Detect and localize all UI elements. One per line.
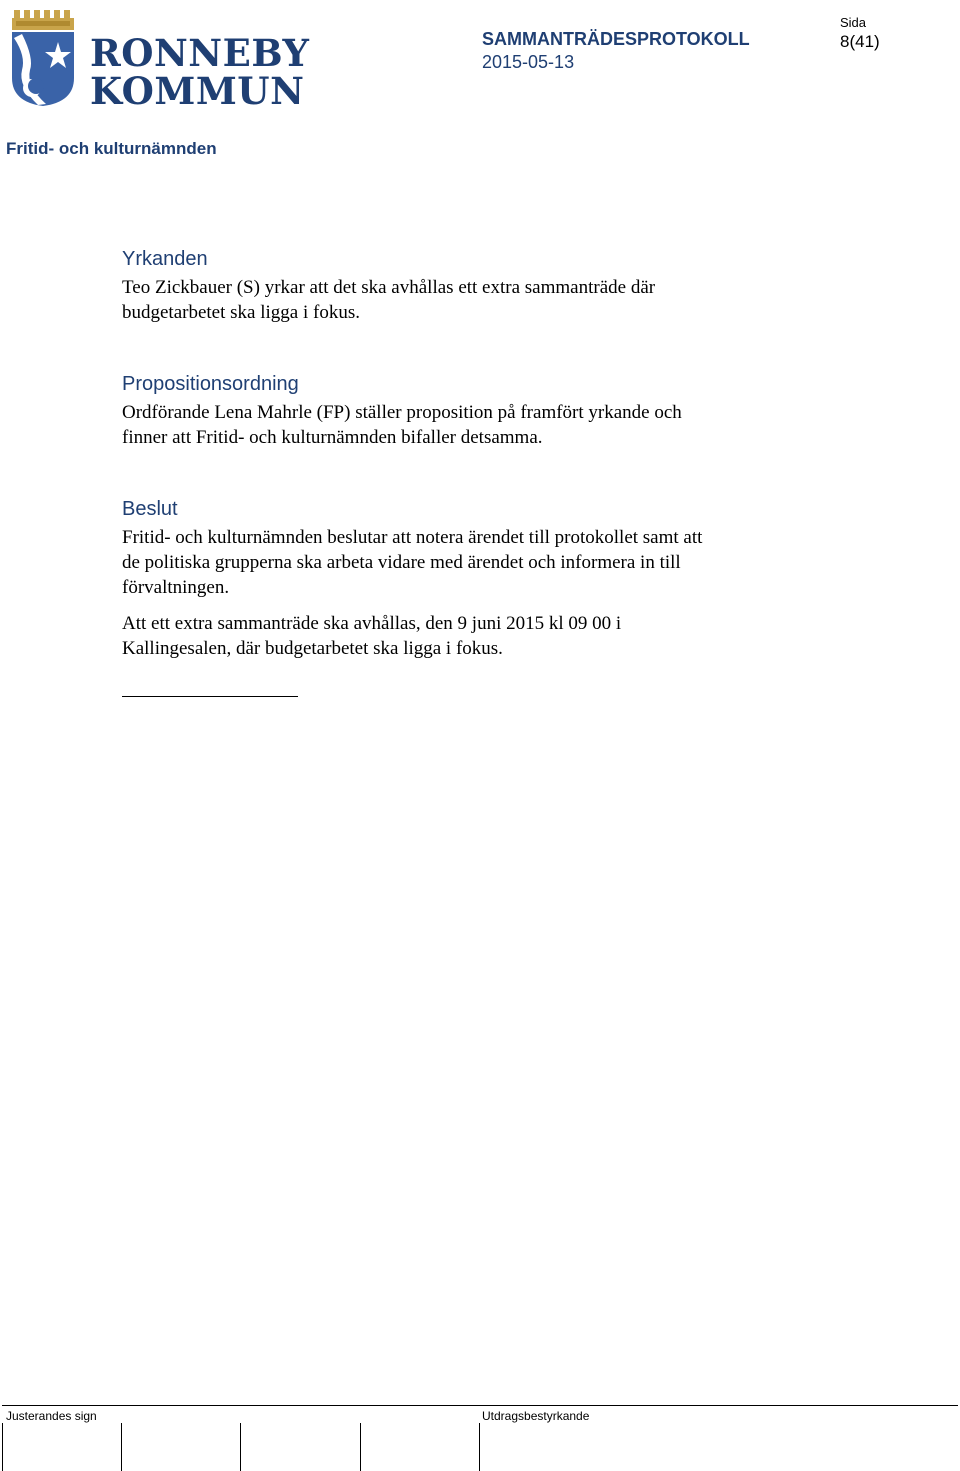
document-title: SAMMANTRÄDESPROTOKOLL xyxy=(482,29,750,49)
signature-divider xyxy=(479,1423,480,1471)
heading-propositionsordning: Propositionsordning xyxy=(122,373,299,395)
text-line: Fritid- och kulturnämnden beslutar att notera ärendet till protokollet samt att xyxy=(122,527,703,548)
committee-name: Fritid- och kulturnämnden xyxy=(6,139,217,158)
paragraph-beslut-1 xyxy=(122,525,822,600)
justerandes-sign-label: Justerandes sign xyxy=(6,1409,97,1423)
page-label: Sida xyxy=(840,15,867,30)
signature-footer xyxy=(2,1405,958,1468)
text-line: budgetarbetet ska ligga i fokus. xyxy=(122,302,360,323)
paragraph-yrkanden xyxy=(122,275,822,325)
text-line: Ordförande Lena Mahrle (FP) ställer proposition på framfört yrkande och xyxy=(122,402,682,423)
logo-line-ronneby: RONNEBY xyxy=(90,31,310,75)
signature-divider xyxy=(240,1423,241,1471)
text-line: Att ett extra sammanträde ska avhållas, den 9 juni 2015 kl 09 00 i xyxy=(122,613,622,634)
text-line: Kallingesalen, där budgetarbetet ska ligga i fokus. xyxy=(122,638,503,659)
logo-line-kommun: KOMMUN xyxy=(90,69,305,113)
document-body xyxy=(122,246,822,697)
signature-divider xyxy=(360,1423,361,1471)
paragraph-propositionsordning xyxy=(122,400,822,450)
heading-beslut: Beslut xyxy=(122,498,178,520)
text-line: Teo Zickbauer (S) yrkar att det ska avhållas ett extra sammanträde där xyxy=(122,277,656,298)
text-line: förvaltningen. xyxy=(122,577,230,598)
heading-yrkanden: Yrkanden xyxy=(122,248,208,270)
text-line: finner att Fritid- och kulturnämnden bifaller detsamma. xyxy=(122,427,543,448)
text-line: de politiska grupperna ska arbeta vidare med ärendet och informera in till xyxy=(122,552,681,573)
document-date: 2015-05-13 xyxy=(482,52,575,72)
logo-wordmark xyxy=(90,31,310,113)
utdragsbestyrkande-label: Utdragsbestyrkande xyxy=(482,1409,590,1423)
paragraph-beslut-2 xyxy=(122,611,822,661)
ronneby-kommun-logo xyxy=(8,8,310,113)
section-end-rule xyxy=(122,696,298,697)
page-number: 8(41) xyxy=(840,32,880,51)
coat-of-arms-icon xyxy=(8,8,80,108)
signature-divider xyxy=(2,1423,3,1471)
signature-divider xyxy=(121,1423,122,1471)
